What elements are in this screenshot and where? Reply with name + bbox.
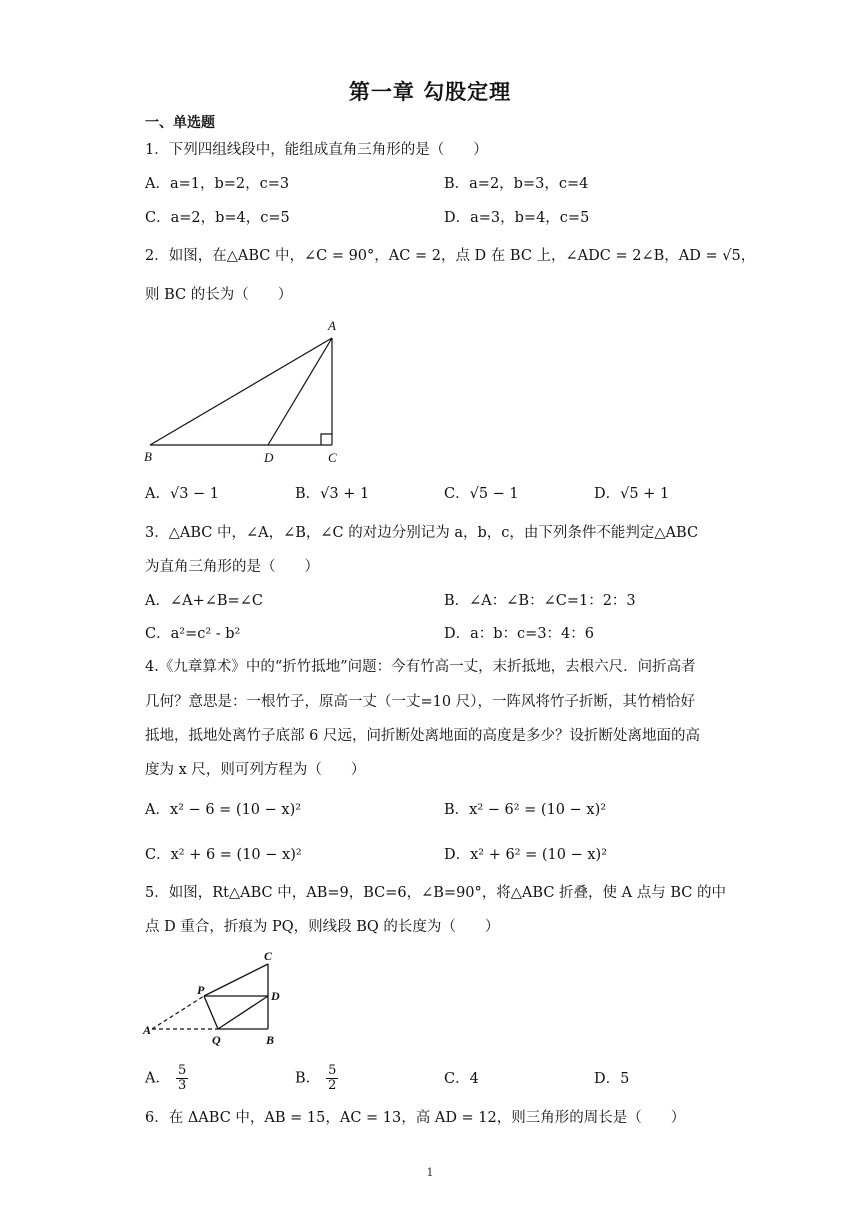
q3-stem-line2: 为直角三角形的是（ ） xyxy=(145,559,319,575)
q2-label-b: B xyxy=(144,449,152,464)
q2-right-angle-mark xyxy=(321,434,332,445)
q2-option-c: C．√5 − 1 xyxy=(444,486,519,502)
q2-side-ab xyxy=(150,338,332,445)
q3-option-a: A．∠A+∠B=∠C xyxy=(145,593,263,609)
q5-option-b-fraction xyxy=(326,1064,338,1093)
q4-option-b: B．x² − 6² = (10 − x)² xyxy=(444,802,607,818)
q5-stem-line2: 点 D 重合，折痕为 PQ，则线段 BQ 的长度为（ ） xyxy=(145,919,500,935)
section-heading: 一、单选题 xyxy=(145,115,215,131)
q5-option-b-denominator: 2 xyxy=(328,1078,337,1093)
q6-stem: 6．在 ΔABC 中，AB = 15，AC = 13，高 AD = 12，则三角形的周长是（ ） xyxy=(145,1110,686,1126)
q4-stem-line4: 度为 x 尺，则可列方程为（ ） xyxy=(145,762,366,778)
q1-option-d: D．a=3，b=4，c=5 xyxy=(444,210,590,226)
q2-option-a: A．√3 − 1 xyxy=(145,486,220,502)
q4-option-d: D．x² + 6² = (10 − x)² xyxy=(444,847,608,863)
q4-stem-line3: 抵地，抵地处离竹子底部 6 尺远，问折断处离地面的高度是多少？设折断处离地面的高 xyxy=(145,728,700,744)
q5-label-b: B xyxy=(266,1033,275,1047)
q3-option-d: D．a：b：c=3：4：6 xyxy=(444,626,594,642)
q5-label-a: A xyxy=(143,1023,152,1037)
q3-option-c: C．a²=c² - b² xyxy=(145,626,241,642)
q5-fold-pq xyxy=(204,996,218,1029)
q4-option-a: A．x² − 6 = (10 − x)² xyxy=(145,802,302,818)
q2-stem-line1: 2．如图，在△ABC 中，∠C = 90°，AC = 2，点 D 在 BC 上，∠ADC = 2∠B，AD = √5， xyxy=(145,248,756,264)
q3-option-b: B．∠A：∠B：∠C=1：2：3 xyxy=(444,593,636,609)
q2-triangle-figure xyxy=(140,314,350,470)
q2-label-c: C xyxy=(328,450,337,465)
q5-segment-pc xyxy=(204,964,268,996)
q5-option-c: C．4 xyxy=(444,1071,479,1087)
q5-option-a xyxy=(145,1064,188,1093)
q2-label-a: A xyxy=(328,318,336,333)
q5-option-b-label: B． xyxy=(295,1070,321,1087)
q2-segment-ad xyxy=(268,338,332,445)
page-number: 1 xyxy=(426,1166,434,1179)
q5-stem-line1: 5．如图，Rt△ABC 中，AB=9，BC=6，∠B=90°，将△ABC 折叠，使 A 点与 BC 的中 xyxy=(145,885,726,901)
q5-option-a-label: A． xyxy=(145,1070,170,1087)
q4-stem-line1: 4.《九章算术》中的“折竹抵地”问题：今有竹高一丈，末折抵地，去根六尺．问折高者 xyxy=(145,659,696,675)
page-title: 第一章 勾股定理 xyxy=(348,80,512,104)
q5-label-q: Q xyxy=(212,1033,221,1047)
q1-option-c: C．a=2，b=4，c=5 xyxy=(145,210,290,226)
q5-option-b xyxy=(295,1064,338,1093)
q2-option-b: B．√3 + 1 xyxy=(295,486,370,502)
q4-option-c: C．x² + 6 = (10 − x)² xyxy=(145,847,302,863)
q2-option-d: D．√5 + 1 xyxy=(594,486,670,502)
q1-option-b: B．a=2，b=3，c=4 xyxy=(444,176,589,192)
q1-stem: 1．下列四组线段中，能组成直角三角形的是（ ） xyxy=(145,142,488,158)
q1-option-a: A．a=1，b=2，c=3 xyxy=(145,176,290,192)
q5-option-b-numerator: 5 xyxy=(328,1063,337,1078)
q5-label-p: P xyxy=(197,983,205,997)
q5-label-d: D xyxy=(271,989,280,1003)
q5-option-a-fraction xyxy=(176,1064,188,1093)
q3-stem-line1: 3．△ABC 中，∠A，∠B，∠C 的对边分别记为 a，b，c，由下列条件不能判定△ABC xyxy=(145,525,699,541)
q5-dashed-ap xyxy=(152,996,204,1029)
q5-segment-qd xyxy=(218,996,268,1029)
q5-option-a-denominator: 3 xyxy=(177,1078,187,1093)
q5-option-a-numerator: 5 xyxy=(177,1063,187,1078)
q4-stem-line2: 几何？意思是：一根竹子，原高一丈（一丈=10 尺），一阵风将竹子折断，其竹梢恰好 xyxy=(145,694,695,710)
q5-option-d: D．5 xyxy=(594,1071,630,1087)
q5-fold-figure xyxy=(140,946,290,1048)
q2-label-d: D xyxy=(264,450,274,465)
q5-label-c: C xyxy=(264,949,273,963)
q2-stem-line2: 则 BC 的长为（ ） xyxy=(145,287,293,303)
